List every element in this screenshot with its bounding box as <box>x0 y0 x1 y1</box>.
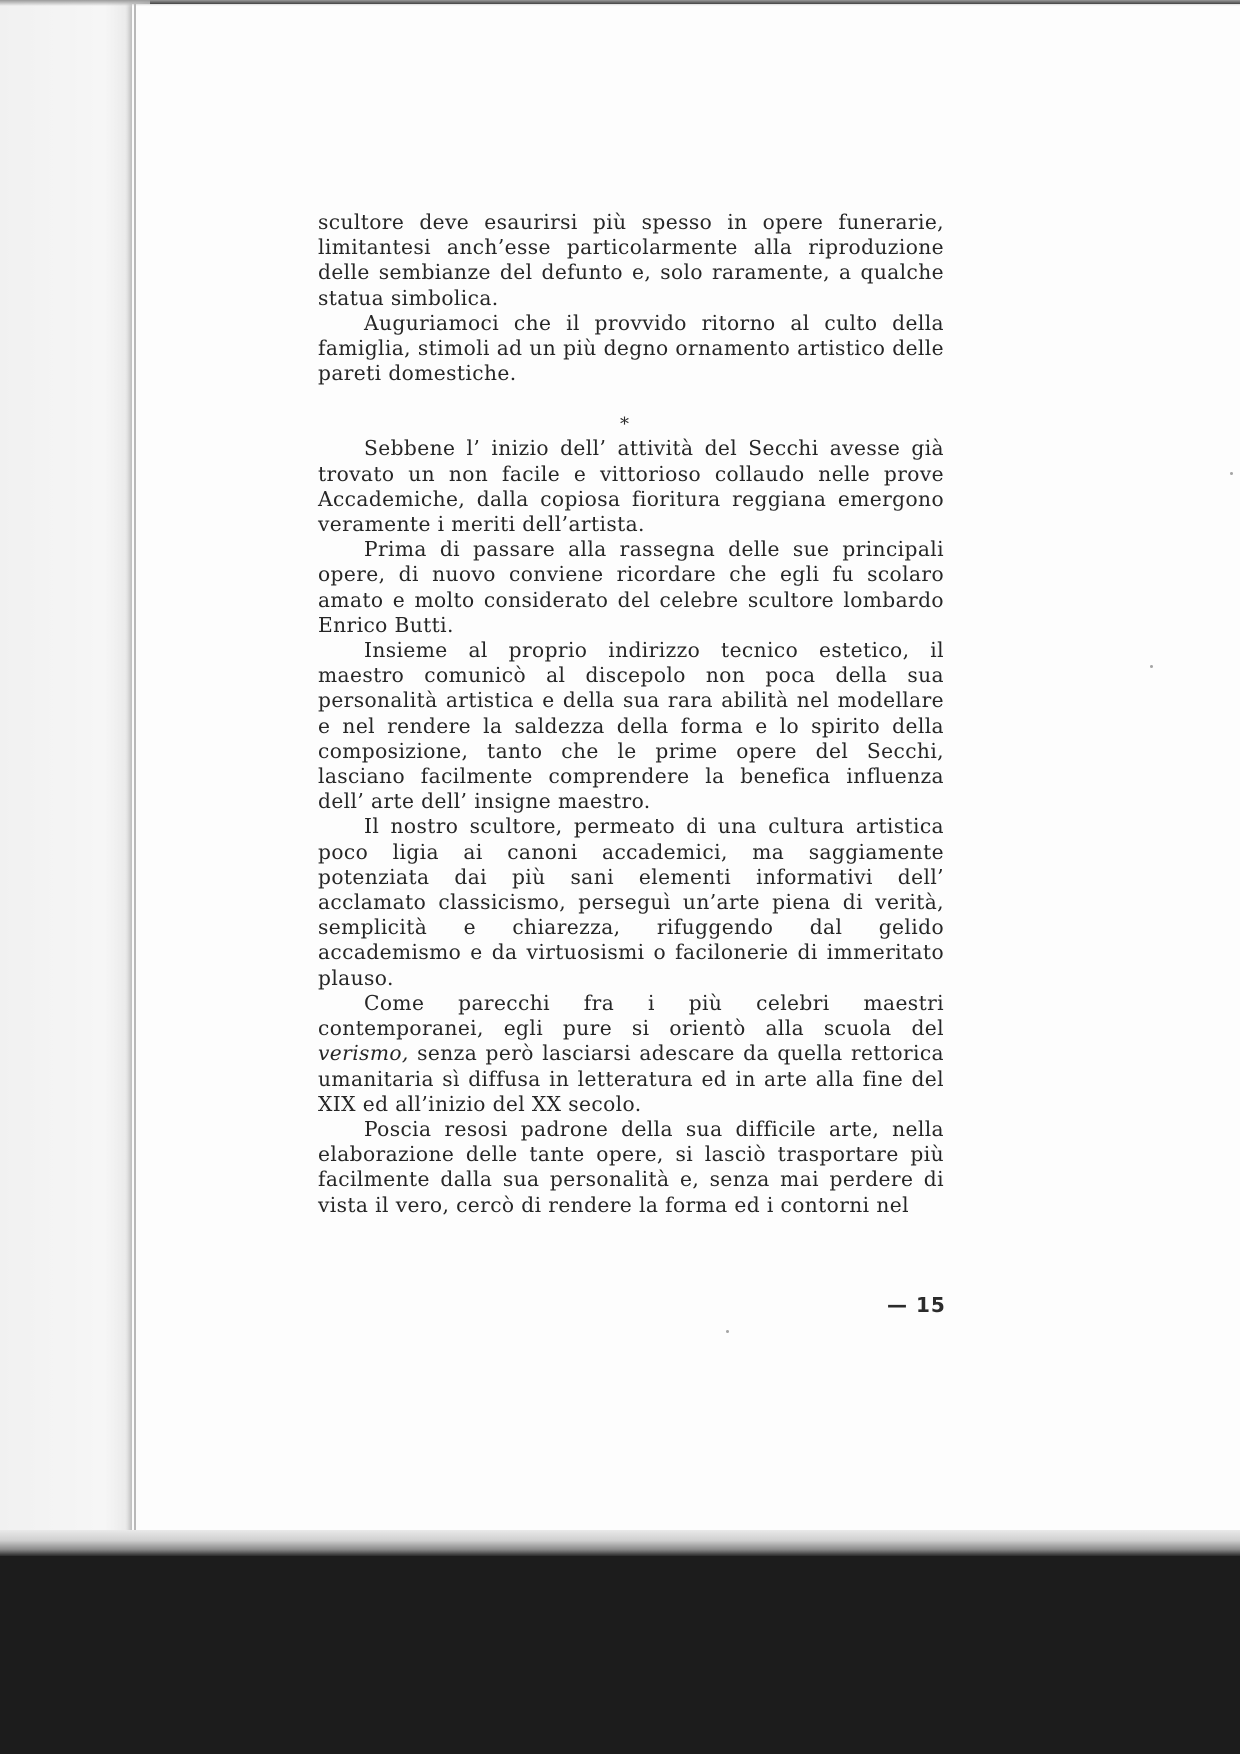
italic-term: verismo, <box>318 1041 409 1066</box>
paragraph: scultore deve esaurirsi più spesso in opere funerarie, limitantesi anch’esse particolarmente alla riproduzione delle sembianze del defunto e, solo raramente, a qualche statua simbolica. <box>318 210 944 310</box>
binding-fold <box>134 4 136 1534</box>
paragraph: Il nostro scultore, permeato di una cultura artistica poco ligia ai canoni accademici, ma saggiamente potenziata dai più sani elementi informativi dell’ acclamato classicismo, perseguì un’arte piena di verità, semplicità e chiarezza, rifuggendo dal gelido accademismo e da virtuosismi o facilonerie di immeritato plauso. <box>318 814 944 990</box>
page-bottom-edge <box>0 1530 1240 1556</box>
scan-speck <box>726 1330 729 1333</box>
paragraph: Insieme al proprio indirizzo tecnico estetico, il maestro comunicò al discepolo non poca della sua personalità artistica e della sua rara abilità nel modellare e nel rendere la saldezza della forma e lo spirito della composizione, tanto che le prime opere del Secchi, lasciano facilmente comprendere la benefica influenza dell’ arte dell’ insigne maestro. <box>318 638 944 814</box>
paragraph: Prima di passare alla rassegna delle sue principali opere, di nuovo conviene ricordare che egli fu scolaro amato e molto considerato del celebre scultore lombardo Enrico Butti. <box>318 537 944 637</box>
section-break <box>318 386 944 436</box>
scan-speck <box>1150 665 1153 668</box>
paragraph: Sebbene l’ inizio dell’ attività del Secchi avesse già trovato un non facile e vittorioso collaudo nelle prove Accademiche, dalla copiosa fioritura reggiana emergono veramente i meriti dell’artista. <box>318 436 944 537</box>
text-run: Come parecchi fra i più celebri maestri contemporanei, egli pure si orientò alla scuola del <box>318 990 944 1041</box>
text-run: senza però lasciarsi adescare da quella rettorica umanitaria sì diffusa in letteratura ed in arte alla fine del XIX ed all’inizio del XX secolo. <box>318 1041 944 1116</box>
page-number: — 15 <box>887 1293 946 1317</box>
previous-page-edge <box>0 0 150 1545</box>
paragraph-verismo <box>318 991 944 1117</box>
page-top-shadow <box>0 0 1240 6</box>
paragraph: Poscia resosi padrone della sua difficile arte, nella elaborazione delle tante opere, si lasciò trasportare più facilmente dalla sua personalità e, senza mai perdere di vista il vero, cercò di rendere la forma ed i contorni nel <box>318 1116 944 1217</box>
body-text <box>318 210 944 1218</box>
section-separator-asterisk: * <box>620 414 629 435</box>
scan-speck <box>1230 472 1233 475</box>
paragraph: Auguriamoci che il provvido ritorno al culto della famiglia, stimoli ad un più degno ornamento artistico delle pareti domestiche. <box>318 310 944 386</box>
